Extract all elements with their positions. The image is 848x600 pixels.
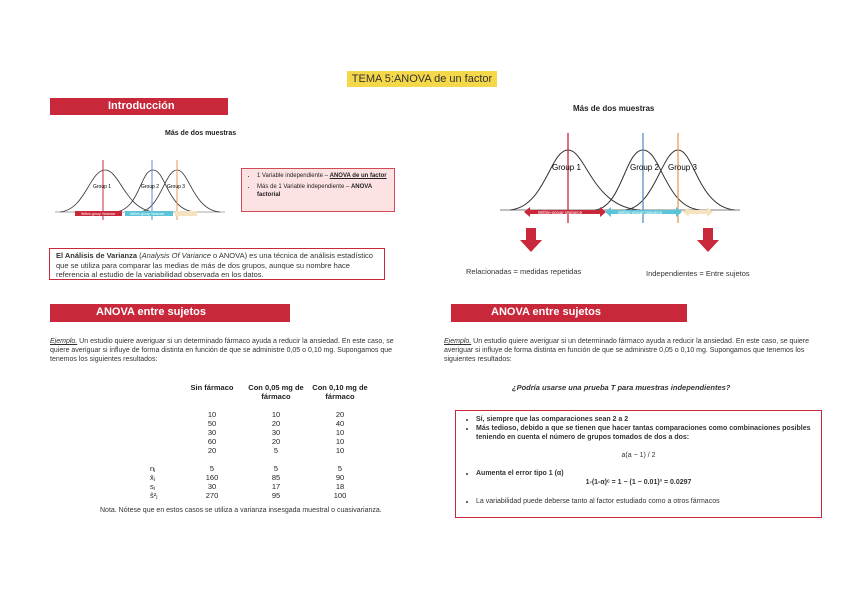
right-example: Ejemplo. Un estudio quiere averiguar si un determinado fármaco ayuda a reducir la ansiedad. En este caso, se quiere averiguar si influye de forma distinta en función de que se administre 0,05 o 0,10 mg. Supongamos que tenemos los siguientes resultados: bbox=[444, 338, 809, 363]
left-between-label: Within-group Variance bbox=[130, 212, 165, 216]
left-chart-title: Más de dos muestras bbox=[165, 130, 237, 137]
left-light-bar bbox=[175, 211, 197, 216]
independent-label: Independientes = Entre sujetos bbox=[646, 269, 750, 278]
formula-combinations: a(a − 1) / 2 bbox=[621, 452, 656, 459]
left-within-label: Within-group Variance bbox=[81, 212, 116, 216]
bullet-factorial: • Más de 1 Variable independiente – ANOVA factorial bbox=[257, 183, 389, 199]
table-row: 50 20 40 bbox=[207, 419, 345, 428]
right-curve-group2 bbox=[595, 150, 700, 210]
bullet-variability: • La variabilidad puede deberse tanto al factor estudiado como a otros fármacos bbox=[476, 497, 813, 506]
left-example: Ejemplo. Un estudio quiere averiguar si un determinado fármaco ayuda a reducir la ansiedad. En este caso, se quiere averiguar si influye de forma distinta en función de que se administre 0,05 o 0,10 mg. Supongamos que tenemos los siguientes resultados: bbox=[50, 338, 394, 363]
stat-row: sⱼ 30 17 18 bbox=[150, 482, 345, 491]
intro-header: Introducción bbox=[50, 98, 228, 115]
right-between-label: Within-group Variance bbox=[618, 210, 663, 215]
left-anova-header: ANOVA entre sujetos bbox=[50, 304, 290, 322]
bullet-tedious: • Más tedioso, debido a que se tienen que hacer tantas comparaciones como combinaciones posibles teniendo en cuenta el número de grupos tomados de dos a dos: bbox=[476, 424, 813, 442]
bullet-type1-error: • Aumenta el error tipo 1 (α) bbox=[476, 469, 813, 478]
right-within-label: Within-group Variance bbox=[538, 210, 583, 215]
stat-row: ŝ²ⱼ 270 95 100 bbox=[150, 491, 347, 500]
bullet-pairwise: • Sí, siempre que las comparaciones sean 2 a 2 bbox=[476, 415, 813, 424]
left-group3-label: Group 3 bbox=[167, 184, 186, 190]
stat-row: x̄ⱼ 160 85 90 bbox=[150, 473, 345, 482]
arrow-down-icon bbox=[520, 228, 542, 252]
left-distribution-chart bbox=[55, 150, 225, 220]
question-text: ¿Podría usarse una prueba T para muestras independientes? bbox=[512, 383, 731, 392]
table-row: 30 30 10 bbox=[207, 428, 345, 437]
left-curve-group1 bbox=[60, 170, 155, 212]
page-title: TEMA 5:ANOVA de un factor bbox=[347, 71, 497, 87]
right-group3-label: Group 3 bbox=[668, 163, 697, 172]
right-chart-title: Más de dos muestras bbox=[573, 104, 655, 113]
left-group1-label: Group 1 bbox=[93, 184, 112, 190]
results-table: Sin fármaco Con 0,05 mg de fármaco Con 0,10 mg de fármaco 10 10 20 50 20 40 30 30 10 60 20 10 20 5 10 nⱼ 5 5 5 x̄ⱼ 160 85 90 sⱼ 30 17 18 ŝ²ⱼ 270 95 100 bbox=[150, 383, 372, 500]
right-group1-label: Group 1 bbox=[552, 163, 581, 172]
right-group2-label: Group 2 bbox=[630, 163, 659, 172]
table-note: Nota. Nótese que en estos casos se utiliza a varianza insesgada muestral o cuasivarianza. bbox=[100, 507, 382, 514]
left-curve-group2 bbox=[115, 170, 195, 212]
arrow-down-icon bbox=[697, 228, 719, 252]
formula-error: 1-(1-α)ᶜ = 1 − (1 − 0.01)³ = 0.0297 bbox=[585, 479, 692, 486]
left-group2-label: Group 2 bbox=[141, 184, 160, 190]
table-row: 10 10 20 bbox=[207, 410, 345, 419]
right-anova-header: ANOVA entre sujetos bbox=[451, 304, 687, 322]
related-label: Relacionadas = medidas repetidas bbox=[466, 267, 582, 276]
definition-box: El Análisis de Varianza (Analysis Of Variance o ANOVA) es una técnica de análisis estadístico que se utiliza para comparar las medias de más de dos grupos, aunque su nombre hace referencia al estudio de la variabilidad observada en los datos. bbox=[49, 248, 385, 280]
bullet-one-factor: • 1 Variable independiente – ANOVA de un factor bbox=[257, 172, 389, 180]
t-test-issues-box bbox=[455, 410, 822, 518]
table-row: 20 5 10 bbox=[207, 446, 345, 455]
right-distribution-chart bbox=[500, 125, 740, 225]
table-row: 60 20 10 bbox=[207, 437, 345, 446]
stat-row: nⱼ 5 5 5 bbox=[150, 464, 343, 473]
anova-types-box bbox=[241, 168, 395, 212]
right-curve-group1 bbox=[510, 150, 640, 210]
right-light-arrow bbox=[683, 207, 713, 217]
